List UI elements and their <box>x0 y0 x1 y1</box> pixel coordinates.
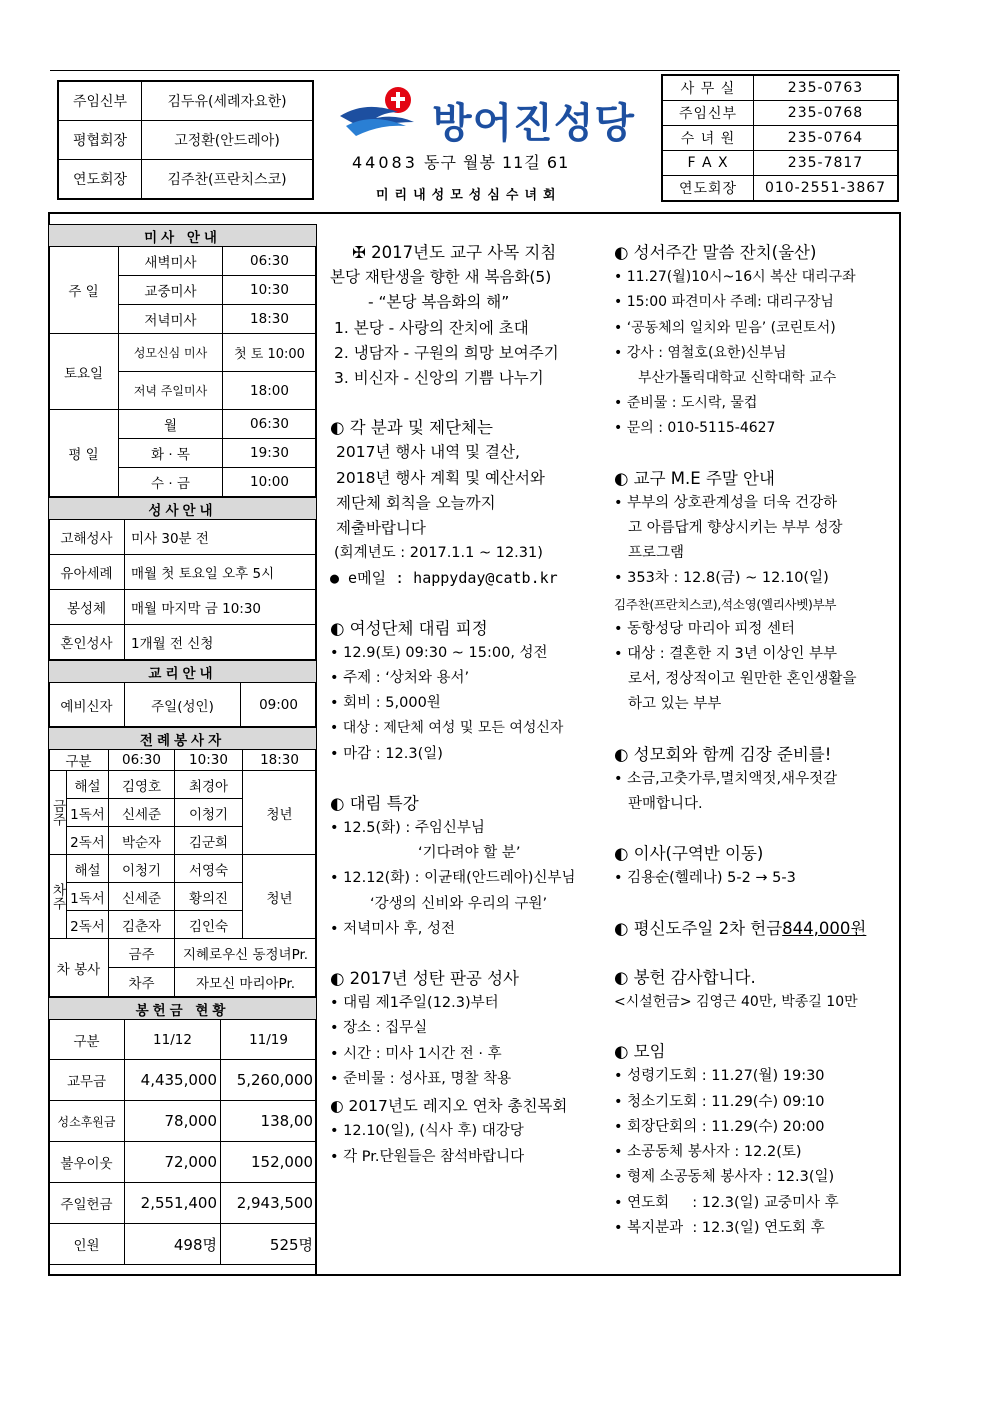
notice-line: • 12.5(화) : 주임신부님 <box>330 820 485 837</box>
role-label: 해설 <box>67 855 109 883</box>
mass-name: 교중미사 <box>119 276 223 305</box>
notice-line: • 소공동체 봉사자 : 12.2(토) <box>614 1144 802 1161</box>
vehicle-team: 자모신 마리아Pr. <box>175 968 317 997</box>
church-name: 방어진성당 <box>432 99 636 147</box>
notice-heading: ◐ 각 분과 및 제단체는 <box>330 418 493 438</box>
notice-line: 프로그램 <box>628 545 685 562</box>
offering-value: 78,000 <box>125 1101 221 1142</box>
notice-line: ‘기다려야 할 분’ <box>418 845 521 862</box>
notice-line: • ‘공동체의 일치와 믿음’ (코린토서) <box>614 319 836 336</box>
mass-time: 10:00 <box>223 468 317 497</box>
offering-category: 주일헌금 <box>49 1183 125 1224</box>
offering-value: 72,000 <box>125 1142 221 1183</box>
offering-header: 11/19 <box>221 1020 317 1060</box>
notice-line: • 연도회 : 12.3(일) 교중미사 후 <box>614 1194 839 1211</box>
middle-column <box>330 240 608 1170</box>
sacrament-info: 1개월 전 신청 <box>125 625 317 660</box>
notice-line: 2018년 행사 계획 및 예산서와 <box>336 468 545 487</box>
notice-line: 2017년 행사 내역 및 결산, <box>336 443 520 462</box>
contact-number: 235-0768 <box>754 101 899 126</box>
left-column <box>48 224 316 1265</box>
notice-line: • 형제 소공동체 봉사자 : 12.3(일) <box>614 1169 835 1186</box>
notice-line: • 김용순(헬레나) 5-2 → 5-3 <box>614 870 796 887</box>
server-name: 김군희 <box>175 827 243 855</box>
notice-line: • 성령기도회 : 11.27(월) 19:30 <box>614 1068 825 1085</box>
notice-line: • 대림 제1주일(12.3)부터 <box>330 995 499 1012</box>
server-name: 서영숙 <box>175 855 243 883</box>
notice-line: • 준비물 : 성사표, 명찰 착용 <box>330 1070 512 1087</box>
offering-category: 교무금 <box>49 1060 125 1101</box>
next-week-label: 차주 <box>49 855 67 939</box>
mass-time: 06:30 <box>223 410 317 439</box>
notice-heading: ◐ 교구 M.E 주말 안내 <box>614 468 775 488</box>
liturgy-header: 구분 <box>49 750 109 771</box>
mass-time: 19:30 <box>223 439 317 468</box>
offering-value: 525명 <box>221 1224 317 1265</box>
notice-line: • 주제 : ‘상처와 용서’ <box>330 670 470 687</box>
server-name: 최경아 <box>175 771 243 799</box>
pastoral-line: - “본당 복음화의 해” <box>368 293 510 312</box>
notice-line: • 회비 : 5,000원 <box>330 695 441 712</box>
offering-value: 2,551,400 <box>125 1183 221 1224</box>
subtitle: 미리내성모성심수녀회 <box>376 188 562 203</box>
offering-value: 4,435,000 <box>125 1060 221 1101</box>
mass-name: 저녁 주일미사 <box>119 372 223 410</box>
staff-name: 김주찬(프란치스코) <box>142 160 314 200</box>
staff-role: 평협회장 <box>58 121 142 160</box>
catechism-title: 교리안내 <box>49 661 317 683</box>
notice-line: • 소금,고춧가루,멸치액젓,새우젓갈 <box>614 770 838 787</box>
sacraments-table <box>48 497 317 660</box>
sacraments-title: 성사안내 <box>49 498 317 520</box>
pastoral-line: 1. 본당 - 사랑의 잔치에 초대 <box>334 318 529 337</box>
notice-line: • 동항성당 마리아 피정 센터 <box>614 620 796 637</box>
collection-amount: 844,000원 <box>782 918 867 938</box>
youth-label: 청년 <box>243 771 317 855</box>
notice-line: • 15:00 파견미사 주례: 대리구장님 <box>614 294 834 311</box>
notice-line: • 회장단회의 : 11.29(수) 20:00 <box>614 1118 825 1135</box>
notice-heading: ◐ 모임 <box>614 1042 666 1062</box>
server-name: 김인숙 <box>175 911 243 939</box>
notice-line: <시설헌금> 김영근 40만, 박종길 10만 <box>614 994 858 1011</box>
vehicle-week: 금주 <box>109 939 175 968</box>
mass-time: 첫 토 10:00 <box>223 334 317 372</box>
sacrament-name: 혼인성사 <box>49 625 125 660</box>
offering-value: 498명 <box>125 1224 221 1265</box>
top-rule <box>50 70 900 71</box>
contact-label: 주임신부 <box>662 101 754 126</box>
pastoral-title: ✠ 2017년도 교구 사목 지침 <box>352 243 557 262</box>
notice-line: • 복지분과 : 12.3(일) 연도회 후 <box>614 1219 825 1236</box>
this-week-label: 금주 <box>49 771 67 855</box>
notice-line: 하고 있는 부부 <box>628 696 722 713</box>
notice-line: 부산가톨릭대학교 신학대학 교수 <box>638 370 837 387</box>
notice-heading: ◐ 2017년 성탄 판공 성사 <box>330 969 519 989</box>
offering-header: 구분 <box>49 1020 125 1060</box>
notice-line: • 353차 : 12.8(금) ~ 12.10(일) <box>614 570 829 587</box>
sacrament-info: 매월 첫 토요일 오후 5시 <box>125 555 317 590</box>
weekday-label: 평 일 <box>49 410 119 497</box>
mass-time: 18:00 <box>223 372 317 410</box>
notice-line: • 청소기도회 : 11.29(수) 09:10 <box>614 1093 825 1110</box>
street-address: 동구 월봉 11길 61 <box>424 153 570 172</box>
mass-time: 10:30 <box>223 276 317 305</box>
address <box>352 150 569 173</box>
collection-label: ◐ 평신도주일 2차 헌금 <box>614 918 783 938</box>
notice-line: • 시간 : 미사 1시간 전 · 후 <box>330 1045 502 1062</box>
sacrament-name: 고해성사 <box>49 520 125 555</box>
mass-name: 저녁미사 <box>119 305 223 334</box>
mass-day: 화 · 목 <box>119 439 223 468</box>
notice-heading: ◐ 대림 특강 <box>330 793 419 813</box>
server-name: 김춘자 <box>109 911 175 939</box>
notice-line: • 문의 : 010-5115-4627 <box>614 420 776 437</box>
catechism-time: 09:00 <box>241 683 317 727</box>
mass-day: 수 · 금 <box>119 468 223 497</box>
mass-name: 성모신심 미사 <box>119 334 223 372</box>
offering-header: 11/12 <box>125 1020 221 1060</box>
notice-line: 로서, 정상적이고 원만한 혼인생활을 <box>628 671 857 688</box>
liturgy-table <box>48 727 317 997</box>
church-logo <box>336 82 426 142</box>
notice-heading: ◐ 성모회와 함께 김장 준비를! <box>614 744 832 764</box>
contact-label: 연도회장 <box>662 176 754 202</box>
notice-heading: ◐ 이사(구역반 이동) <box>614 844 764 864</box>
offering-category: 인원 <box>49 1224 125 1265</box>
offering-value: 2,943,500 <box>221 1183 317 1224</box>
notice-line: • 강사 : 염철호(요한)신부님 <box>614 344 787 361</box>
pastoral-line: 본당 재탄생을 향한 새 복음화(5) <box>330 268 552 287</box>
sunday-label: 주 일 <box>49 247 119 334</box>
offering-value: 138,00 <box>221 1101 317 1142</box>
pastoral-line: 2. 냉담자 - 구원의 희망 보여주기 <box>334 343 559 362</box>
mass-table <box>48 224 317 497</box>
mass-title: 미사 안내 <box>49 225 317 247</box>
contact-table <box>661 74 899 202</box>
contact-number: 235-0764 <box>754 126 899 151</box>
contact-label: 수 녀 원 <box>662 126 754 151</box>
vehicle-label: 차 봉사 <box>49 939 109 997</box>
offering-value: 5,260,000 <box>221 1060 317 1101</box>
notice-line: • 12.12(화) : 이균태(안드레아)신부님 <box>330 870 576 887</box>
contact-number: 235-0763 <box>754 75 899 101</box>
vehicle-week: 차주 <box>109 968 175 997</box>
notice-line: • 각 Pr.단원들은 참석바랍니다 <box>330 1148 525 1165</box>
notice-line: (회계년도 : 2017.1.1 ~ 12.31) <box>334 545 543 562</box>
sacrament-name: 봉성체 <box>49 590 125 625</box>
contact-number: 010-2551-3867 <box>754 176 899 202</box>
saturday-label: 토요일 <box>49 334 119 410</box>
liturgy-title: 전례봉사자 <box>49 728 317 750</box>
offerings-title: 봉헌금 현황 <box>49 998 317 1020</box>
staff-role: 주임신부 <box>58 81 142 121</box>
notice-line: 김주찬(프란치스코),석소영(엘리사벳)부부 <box>614 596 837 612</box>
notice-line: • 11.27(월)10시~16시 복산 대리구좌 <box>614 269 856 286</box>
notice-heading: ◐ 성서주간 말씀 잔치(울산) <box>614 243 817 262</box>
server-name: 김영호 <box>109 771 175 799</box>
notice-line: 제출바랍니다 <box>336 519 426 538</box>
youth-label: 청년 <box>243 855 317 939</box>
notice-line: • 부부의 상호관계성을 더욱 건강하 <box>614 494 838 511</box>
mass-time: 06:30 <box>223 247 317 276</box>
notice-line: • 저녁미사 후, 성전 <box>330 920 456 937</box>
contact-label: F A X <box>662 151 754 176</box>
notice-heading <box>614 916 894 941</box>
server-name: 신세준 <box>109 883 175 911</box>
notice-heading: ◐ 여성단체 대림 피정 <box>330 618 488 638</box>
liturgy-header: 06:30 <box>109 750 175 771</box>
notice-heading: ◐ 봉헌 감사합니다. <box>614 967 756 987</box>
staff-table <box>57 80 314 200</box>
notice-email: ● e메일 : happyday@catb.kr <box>330 569 558 588</box>
pastoral-line: 3. 비신자 - 신앙의 기쁨 나누기 <box>334 369 544 388</box>
notice-line: ‘강생의 신비와 우리의 구원’ <box>370 895 548 912</box>
notice-line: • 12.9(토) 09:30 ~ 15:00, 성전 <box>330 644 548 661</box>
notice-line: 고 아름답게 향상시키는 부부 성장 <box>628 520 843 537</box>
contact-number: 235-7817 <box>754 151 899 176</box>
role-label: 2독서 <box>67 911 109 939</box>
role-label: 해설 <box>67 771 109 799</box>
notice-line: • 준비물 : 도시락, 물컵 <box>614 395 758 412</box>
liturgy-header: 10:30 <box>175 750 243 771</box>
role-label: 1독서 <box>67 883 109 911</box>
catechism-day: 주일(성인) <box>125 683 241 727</box>
catechism-label: 예비신자 <box>49 683 125 727</box>
contact-label: 사 무 실 <box>662 75 754 101</box>
notice-line: • 장소 : 집무실 <box>330 1020 428 1037</box>
staff-role: 연도회장 <box>58 160 142 200</box>
offering-value: 152,000 <box>221 1142 317 1183</box>
server-name: 이청기 <box>109 855 175 883</box>
notice-line: • 대상 : 결혼한 지 3년 이상인 부부 <box>614 646 838 663</box>
mass-day: 월 <box>119 410 223 439</box>
liturgy-header: 18:30 <box>243 750 317 771</box>
notice-line: 판매합니다. <box>628 796 703 813</box>
notice-line: • 대상 : 제단체 여성 및 모든 여성신자 <box>330 720 564 737</box>
right-column <box>614 240 894 1241</box>
sacrament-name: 유아세례 <box>49 555 125 590</box>
notice-line: 제단체 회칙을 오늘까지 <box>336 493 496 512</box>
sacrament-info: 매월 마지막 금 10:30 <box>125 590 317 625</box>
staff-name: 고정환(안드레아) <box>142 121 314 160</box>
server-name: 황의진 <box>175 883 243 911</box>
postal-code: 44083 <box>352 153 418 172</box>
sacrament-info: 미사 30분 전 <box>125 520 317 555</box>
server-name: 박순자 <box>109 827 175 855</box>
notice-heading: ◐ 2017년도 레지오 연차 총친목회 <box>330 1097 568 1116</box>
notice-line: • 마감 : 12.3(일) <box>330 745 443 762</box>
notice-line: • 12.10(일), (식사 후) 대강당 <box>330 1123 524 1140</box>
staff-name: 김두유(세례자요한) <box>142 81 314 121</box>
offering-category: 성소후원금 <box>49 1101 125 1142</box>
role-label: 2독서 <box>67 827 109 855</box>
offerings-table <box>48 997 317 1265</box>
vehicle-team: 지혜로우신 동정녀Pr. <box>175 939 317 968</box>
mass-name: 새벽미사 <box>119 247 223 276</box>
offering-category: 불우이웃 <box>49 1142 125 1183</box>
server-name: 이청기 <box>175 799 243 827</box>
catechism-table <box>48 660 317 727</box>
server-name: 신세준 <box>109 799 175 827</box>
role-label: 1독서 <box>67 799 109 827</box>
mass-time: 18:30 <box>223 305 317 334</box>
